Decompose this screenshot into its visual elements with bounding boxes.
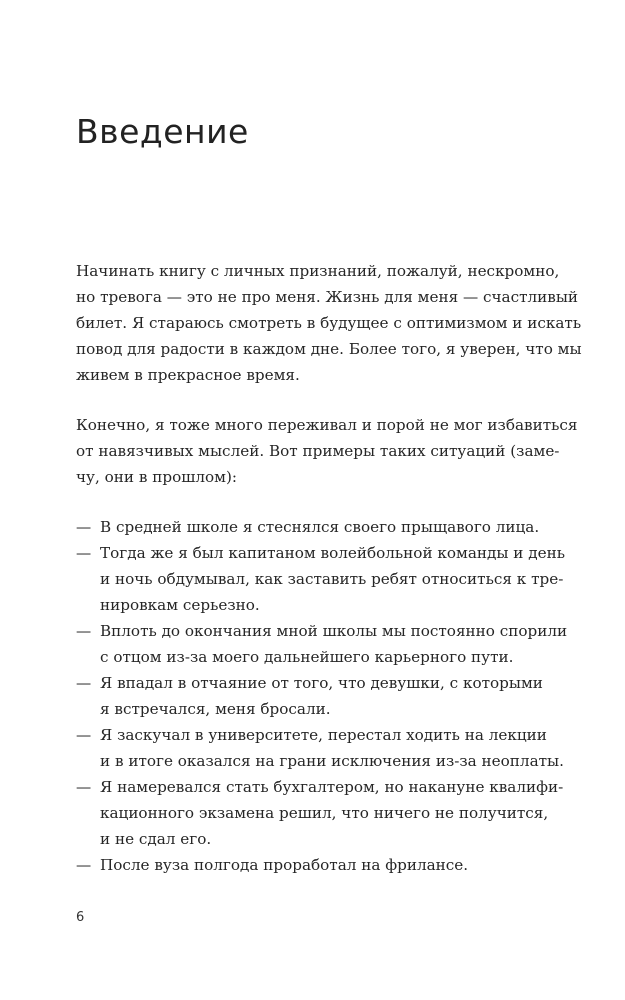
em-dash-bullet: — bbox=[76, 856, 92, 874]
paragraph-line: от навязчивых мыслей. Вот примеры таких ситуаций (заме- bbox=[76, 442, 560, 460]
em-dash-bullet: — bbox=[76, 518, 92, 536]
paragraph-line: Конечно, я тоже много переживал и порой не мог избавиться bbox=[76, 416, 578, 434]
em-dash-bullet: — bbox=[76, 544, 92, 562]
chapter-title: Введение bbox=[76, 112, 249, 151]
paragraph-line: Начинать книгу с личных признаний, пожалуй, нескромно, bbox=[76, 262, 560, 280]
list-item-line: и в итоге оказался на грани исключения из-за неоплаты. bbox=[100, 752, 564, 770]
intro-paragraph bbox=[76, 258, 582, 388]
list-item bbox=[76, 670, 556, 722]
list-item-line: Я намеревался стать бухгалтером, но накануне квалифи- bbox=[100, 778, 564, 796]
examples-paragraph bbox=[76, 412, 578, 490]
paragraph-line: но тревога — это не про меня. Жизнь для меня — счастливый bbox=[76, 288, 579, 306]
list-item-line: Тогда же я был капитаном волейбольной команды и день bbox=[100, 544, 565, 562]
list-item-line: я встречался, меня бросали. bbox=[100, 700, 331, 718]
em-dash-bullet: — bbox=[76, 778, 92, 796]
list-item-line: кационного экзамена решил, что ничего не получится, bbox=[100, 804, 549, 822]
list-item-line: с отцом из-за моего дальнейшего карьерного пути. bbox=[100, 648, 514, 666]
list-item-line: Вплоть до окончания мной школы мы постоянно спорили bbox=[100, 622, 568, 640]
paragraph-line: живем в прекрасное время. bbox=[76, 366, 300, 384]
list-item-line: и не сдал его. bbox=[100, 830, 212, 848]
list-item-line: Я заскучал в университете, перестал ходить на лекции bbox=[100, 726, 547, 744]
em-dash-bullet: — bbox=[76, 674, 92, 692]
list-item-line: После вуза полгода проработал на фрилансе. bbox=[100, 856, 469, 874]
em-dash-bullet: — bbox=[76, 622, 92, 640]
list-item-line: и ночь обдумывал, как заставить ребят относиться к тре- bbox=[100, 570, 564, 588]
paragraph-line: повод для радости в каждом дне. Более того, я уверен, что мы bbox=[76, 340, 582, 358]
list-item bbox=[76, 852, 556, 878]
list-item-line: В средней школе я стеснялся своего прыщавого лица. bbox=[100, 518, 540, 536]
list-item bbox=[76, 722, 564, 774]
em-dash-bullet: — bbox=[76, 726, 92, 744]
list-item bbox=[76, 774, 564, 852]
list-item bbox=[76, 618, 568, 670]
list-item bbox=[76, 514, 556, 540]
list-item-line: нировкам серьезно. bbox=[100, 596, 260, 614]
list-item-line: Я впадал в отчаяние от того, что девушки, с которыми bbox=[100, 674, 543, 692]
situations-list bbox=[76, 514, 568, 878]
paragraph-line: билет. Я стараюсь смотреть в будущее с оптимизмом и искать bbox=[76, 314, 582, 332]
paragraph-line: чу, они в прошлом): bbox=[76, 468, 237, 486]
page-number: 6 bbox=[76, 910, 85, 925]
list-item bbox=[76, 540, 565, 618]
